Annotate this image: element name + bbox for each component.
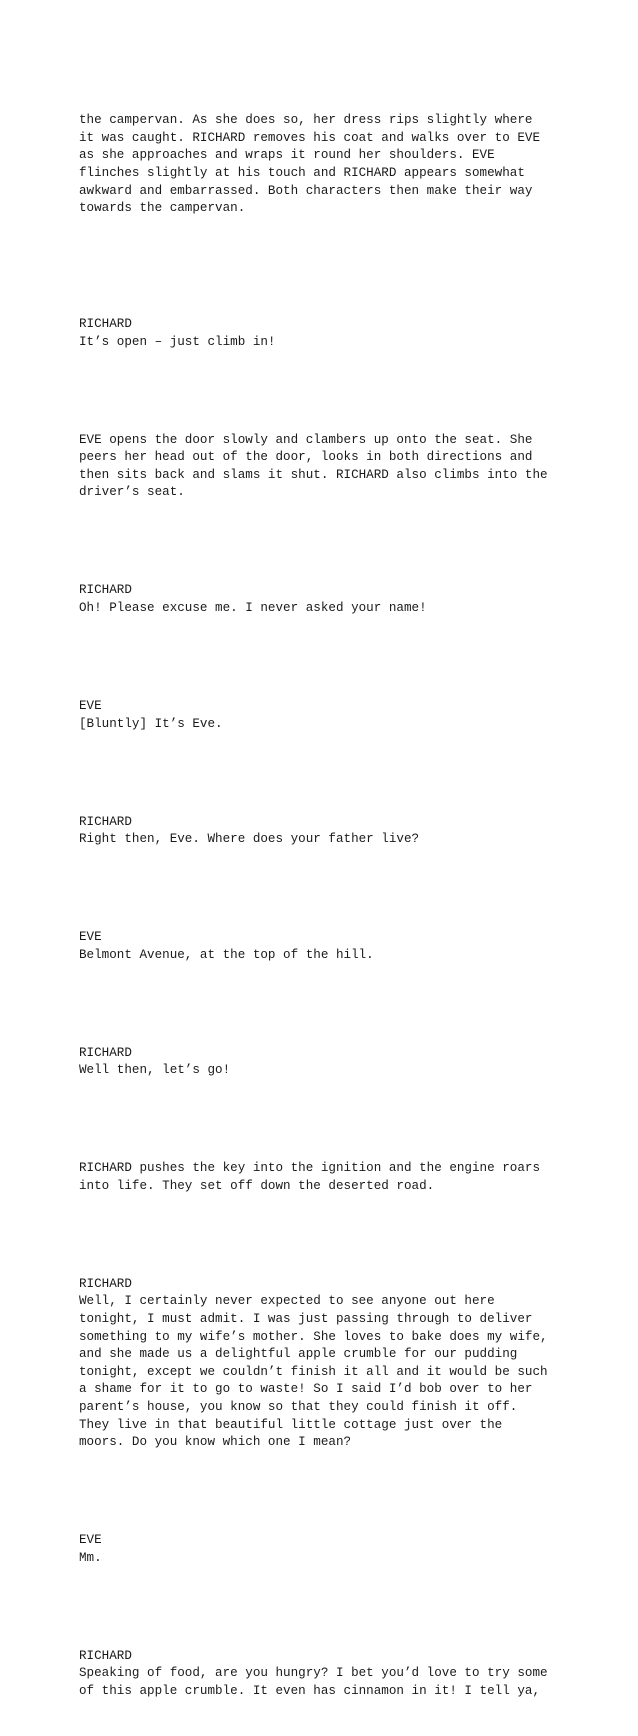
dialogue-text: Belmont Avenue, at the top of the hill. — [79, 947, 374, 962]
dialogue-text: Speaking of food, are you hungry? I bet you’d love to try some of this apple crumble. It even has cinnamon in it! I tell ya, — [79, 1666, 548, 1698]
speaker-name: RICHARD — [79, 317, 132, 332]
speaker-name: EVE — [79, 699, 102, 713]
dialogue-block — [79, 929, 559, 964]
dialogue-text: It’s open – just climb in! — [79, 334, 276, 349]
dialogue-text: Well then, let’s go! — [79, 1063, 231, 1078]
dialogue-block — [79, 1276, 559, 1452]
dialogue-text: Oh! Please excuse me. I never asked your name! — [79, 601, 427, 616]
dialogue-block — [79, 814, 559, 849]
speaker-name: RICHARD — [79, 1276, 132, 1291]
action-text: RICHARD pushes the key into the ignition and the engine roars into life. They set off down the deserted road. — [79, 1161, 541, 1193]
action-block — [79, 112, 559, 218]
dialogue-block — [79, 698, 559, 733]
dialogue-block — [79, 1648, 559, 1701]
action-text: EVE opens the door slowly and clambers up onto the seat. She peers her head out of the door, looks in both directions and then sits back and slams it shut. RICHARD also climbs into the driver’s seat. — [79, 432, 548, 500]
action-block — [79, 1160, 559, 1195]
action-block — [79, 432, 559, 502]
speaker-name: RICHARD — [79, 1648, 132, 1663]
dialogue-block — [79, 1045, 559, 1080]
speaker-name: RICHARD — [79, 814, 132, 829]
dialogue-block — [79, 316, 559, 351]
speaker-name: EVE — [79, 930, 102, 945]
dialogue-block — [79, 1532, 559, 1567]
dialogue-text: Well, I certainly never expected to see anyone out here tonight, I must admit. I was just passing through to deliver something to my wife’s mother. She loves to bake does my wife, and she made us a delightful apple crumble for our pudding tonight, except we couldn’t finish it all and it would be such a shame for it to go to waste! So I said I’d bob over to her parent’s house, you know so that they could finish it off. They live in that beautiful little cottage just over the moors. Do you know which one I mean? — [79, 1294, 548, 1450]
script-body — [79, 77, 559, 1736]
dialogue-text: Mm. — [79, 1550, 102, 1565]
dialogue-block — [79, 582, 559, 617]
speaker-name: RICHARD — [79, 583, 132, 598]
dialogue-text: Right then, Eve. Where does your father live? — [79, 832, 420, 847]
speaker-name: EVE — [79, 1533, 102, 1548]
speaker-name: RICHARD — [79, 1045, 132, 1060]
action-text: the campervan. As she does so, her dress rips slightly where it was caught. RICHARD removes his coat and walks over to EVE as she approaches and wraps it round her shoulders. EVE flinches slightly at his touch and RICHARD appears somewhat awkward and embarrassed. Both characters then make their way towards the campervan. — [79, 113, 541, 216]
dialogue-text: [Bluntly] It’s Eve. — [79, 716, 223, 731]
